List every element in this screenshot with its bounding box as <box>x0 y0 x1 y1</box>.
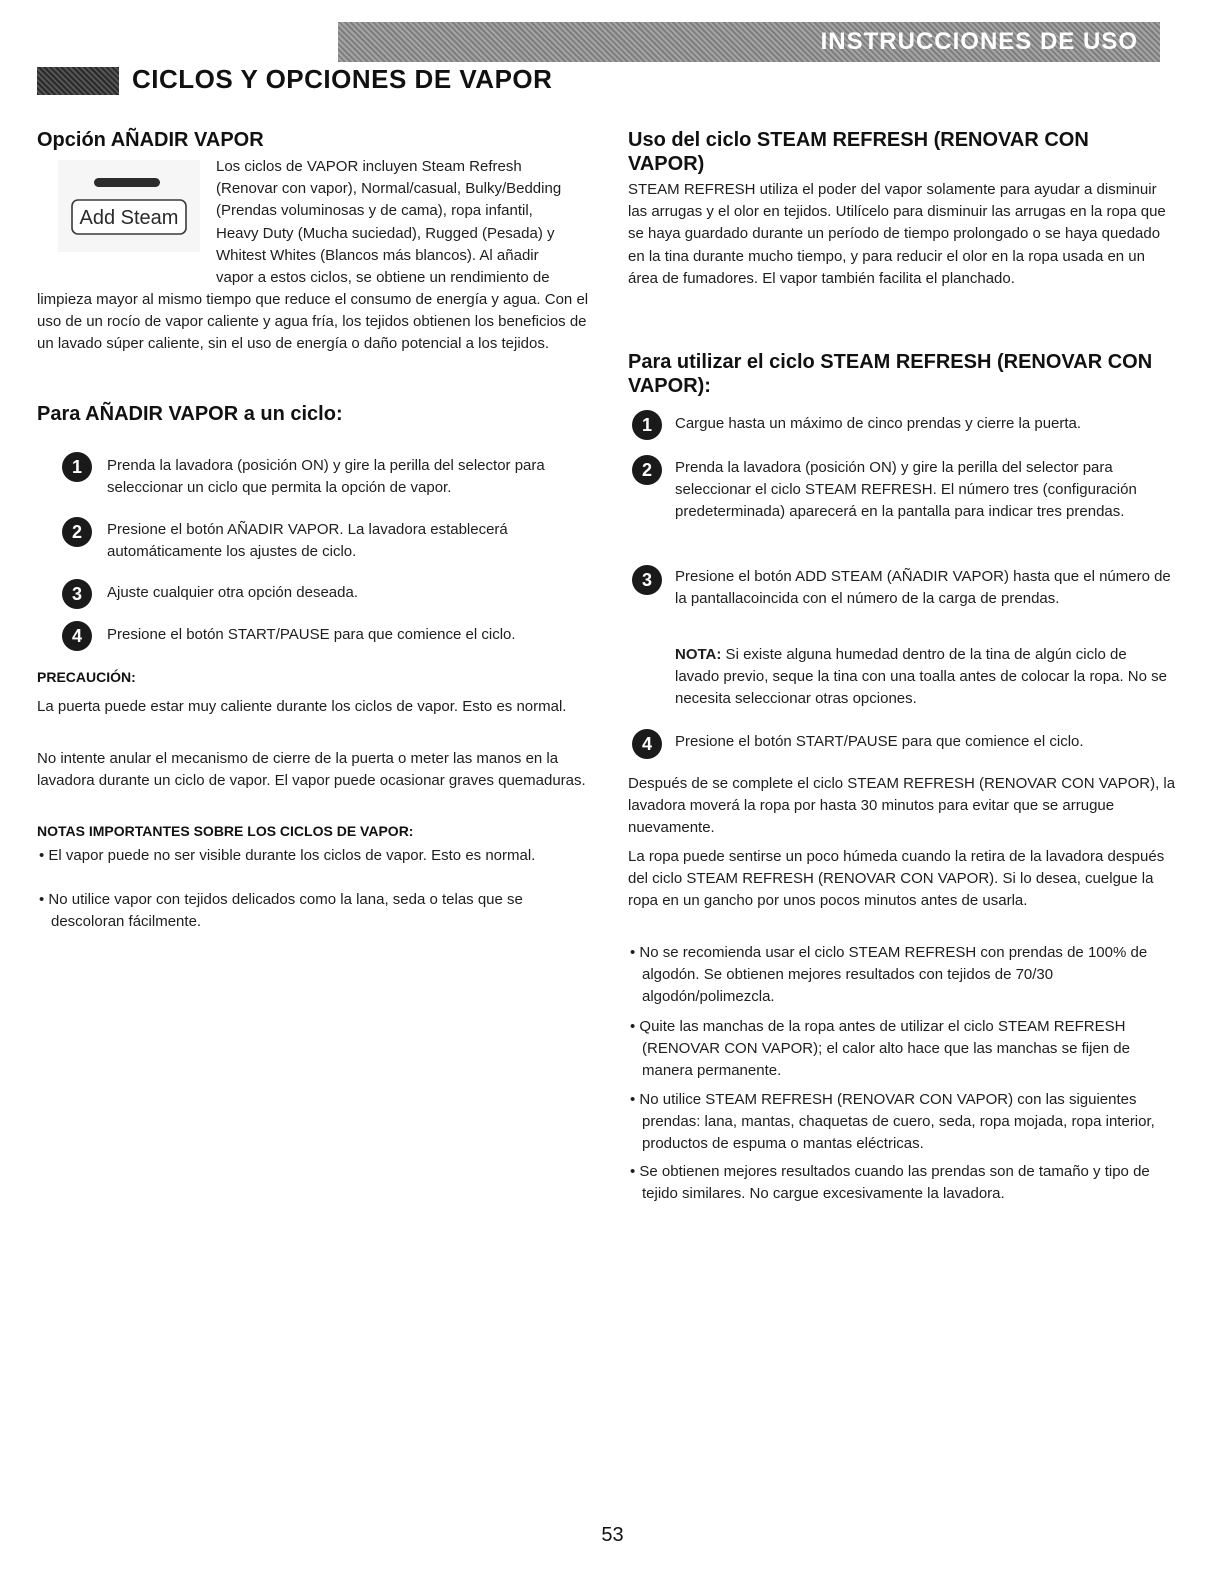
header-label: INSTRUCCIONES DE USO <box>820 28 1138 55</box>
note-text: Si existe alguna humedad dentro de la tina de algún ciclo de lavado previo, seque la tina con una toalla antes de colocar la ropa. No se necesita seleccionar otras opciones. <box>675 646 1167 708</box>
add-steam-button-icon <box>54 156 204 256</box>
to-use-heading: Para utilizar el ciclo STEAM REFRESH (RENOVAR CON VAPOR): <box>628 351 1153 397</box>
caution-text: No intente anular el mecanismo de cierre de la puerta o meter las manos en la lavadora durante un ciclo de vapor. El vapor puede ocasionar graves quemaduras. <box>37 750 586 790</box>
note-bullet: • No utilice vapor con tejidos delicados como la lana, seda o telas que se descoloran fácilmente. <box>39 891 523 931</box>
refresh-bullet: • Quite las manchas de la ropa antes de utilizar el ciclo STEAM REFRESH (RENOVAR CON VAPOR); el calor alto hace que las manchas se fijen de manera permanente. <box>630 1018 1130 1080</box>
intro-line: (Prendas voluminosas y de cama), ropa infantil, <box>216 202 533 220</box>
intro-line: Whitest Whites (Blancos más blancos). Al añadir <box>216 246 539 264</box>
step-number-badge: 1 <box>632 410 662 440</box>
step-text: Presione el botón AÑADIR VAPOR. La lavadora establecerá automáticamente los ajustes de ciclo. <box>107 521 508 561</box>
to-add-heading: Para AÑADIR VAPOR a un ciclo: <box>37 403 343 425</box>
step-number-badge: 3 <box>632 565 662 595</box>
step-number-badge: 2 <box>632 455 662 485</box>
page-number: 53 <box>601 1524 624 1546</box>
note-label: NOTA: <box>675 646 722 663</box>
usage-heading: Uso del ciclo STEAM REFRESH (RENOVAR CON VAPOR) <box>628 129 1089 175</box>
intro-line: Los ciclos de VAPOR incluyen Steam Refresh <box>216 158 522 175</box>
step-text: Presione el botón START/PAUSE para que comience el ciclo. <box>107 626 516 643</box>
header-banner <box>338 22 1160 62</box>
step-text: Prenda la lavadora (posición ON) y gire la perilla del selector para seleccionar el ciclo STEAM REFRESH. El número tres (configuración predeterminada) aparecerá en la pantalla para indicar tres prendas. <box>675 459 1137 521</box>
step-number-badge: 2 <box>62 517 92 547</box>
step-text: Cargue hasta un máximo de cinco prendas y cierre la puerta. <box>675 415 1082 432</box>
step-text: Presione el botón START/PAUSE para que comience el ciclo. <box>675 733 1084 750</box>
step-number-badge: 4 <box>632 729 662 759</box>
caution-label: PRECAUCIÓN: <box>37 669 136 685</box>
step-number-badge: 3 <box>62 579 92 609</box>
intro-line: Heavy Duty (Mucha suciedad), Rugged (Pesada) y <box>216 224 555 242</box>
after-paragraph: Después de se complete el ciclo STEAM REFRESH (RENOVAR CON VAPOR), la lavadora moverá la ropa por hasta 30 minutos para evitar que se arrugue nuevamente. <box>628 775 1176 837</box>
refresh-bullet: • No utilice STEAM REFRESH (RENOVAR CON VAPOR) con las siguientes prendas: lana, mantas, chaquetas de cuero, seda, ropa mojada, ropa interior, productos de espuma o mantas eléctricas. <box>630 1091 1155 1153</box>
note-paragraph <box>675 644 1175 711</box>
notes-label: NOTAS IMPORTANTES SOBRE LOS CICLOS DE VAPOR: <box>37 823 414 839</box>
intro-line: vapor a estos ciclos, se obtiene un rendimiento de <box>216 269 550 287</box>
step-text: Presione el botón ADD STEAM (AÑADIR VAPOR) hasta que el número de la pantallacoincida con el número de la carga de prendas. <box>675 568 1171 608</box>
add-steam-heading: Opción AÑADIR VAPOR <box>37 129 264 151</box>
add-steam-body: limpieza mayor al mismo tiempo que reduce el consumo de energía y agua. Con el uso de un rocío de vapor caliente y agua fría, los tejidos obtienen los beneficios de un lavado súper caliente, sin el uso de energía o daño potencial a los tejidos. <box>37 291 589 353</box>
section-title: CICLOS Y OPCIONES DE VAPOR <box>132 64 553 94</box>
refresh-bullet: • Se obtienen mejores resultados cuando las prendas son de tamaño y tipo de tejido similares. No cargue excesivamente la lavadora. <box>630 1163 1150 1203</box>
note-bullet: • El vapor puede no ser visible durante los ciclos de vapor. Esto es normal. <box>39 847 536 864</box>
step-text: Prenda la lavadora (posición ON) y gire la perilla del selector para seleccionar un ciclo que permita la opción de vapor. <box>107 457 545 497</box>
section-marker <box>37 67 119 95</box>
step-text: Ajuste cualquier otra opción deseada. <box>107 584 359 601</box>
step-number-badge: 1 <box>62 452 92 482</box>
intro-line: (Renovar con vapor), Normal/casual, Bulky/Bedding <box>216 180 562 198</box>
refresh-bullet: • No se recomienda usar el ciclo STEAM REFRESH con prendas de 100% de algodón. Se obtienen mejores resultados con tejidos de 70/30 algodón/polimezcla. <box>630 944 1148 1006</box>
add-steam-intro <box>216 156 596 289</box>
add-steam-label: Add Steam <box>79 207 179 229</box>
step-number-badge: 4 <box>62 621 92 651</box>
after-paragraph: La ropa puede sentirse un poco húmeda cuando la retira de la lavadora después del ciclo STEAM REFRESH (RENOVAR CON VAPOR). Si lo desea, cuelgue la ropa en un gancho por unos pocos minutos antes de usarla. <box>628 848 1165 910</box>
usage-body: STEAM REFRESH utiliza el poder del vapor solamente para ayudar a disminuir las arrugas y el olor en tejidos. Utilícelo para disminuir las arrugas en la ropa que se haya guardado durante un período de tiempo prolongado o se haya quedado en la tina durante mucho tiempo, y para reducir el olor en la ropa usada en un área de fumadores. El vapor también facilita el planchado. <box>628 181 1166 287</box>
caution-text: La puerta puede estar muy caliente durante los ciclos de vapor. Esto es normal. <box>37 698 567 715</box>
